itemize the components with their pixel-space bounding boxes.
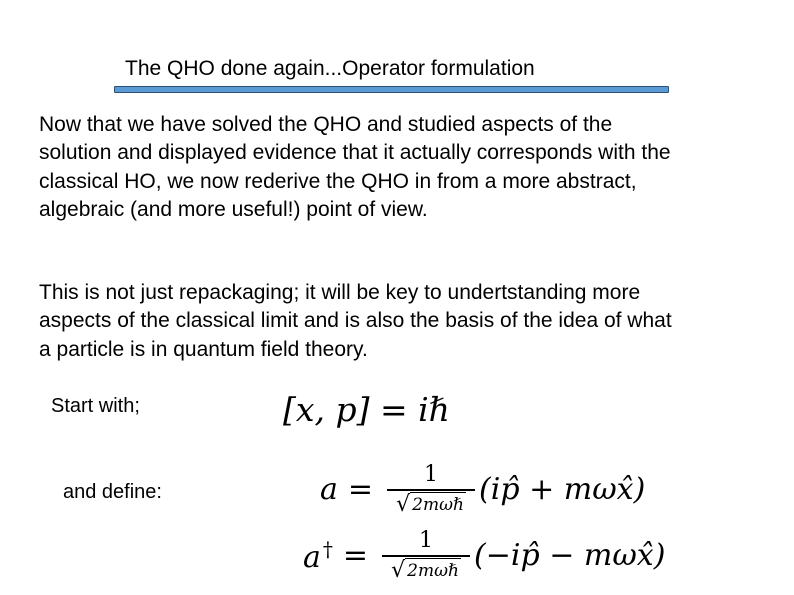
commutator-equation <box>283 388 450 432</box>
start-with-label: Start with; <box>51 395 140 417</box>
sqrt-symbol: √ <box>391 557 406 583</box>
raising-operator-symbol <box>303 537 333 575</box>
intro-paragraph: Now that we have solved the QHO and studied aspects of the solution and displayed evidence that it actually corresponds with the classical HO, we now rederive the QHO in from a more abstract, algebraic (and more useful!) point of view. <box>39 113 671 222</box>
equals-sign: = <box>347 472 374 507</box>
motivation-paragraph: This is not just repackaging; it will be key to undertstanding more aspects of the classical limit and is also the basis of the idea of what a particle is in quantum field theory. <box>39 281 672 361</box>
fraction-bar <box>387 489 475 491</box>
radicand: 2mωℏ <box>405 558 461 583</box>
sqrt-symbol: √ <box>396 491 411 517</box>
and-define-label: and define: <box>63 481 162 503</box>
fraction-numerator: 1 <box>419 528 434 553</box>
raising-operator-letter: a <box>303 539 321 575</box>
lowering-operator-symbol: a <box>320 472 338 507</box>
commutator-rhs: iℏ <box>418 390 450 429</box>
fraction-denominator <box>391 558 461 583</box>
radicand: 2mωℏ <box>410 492 466 517</box>
normalization-fraction <box>387 462 475 517</box>
dagger-symbol: † <box>322 536 333 561</box>
raising-operator-rhs: (−ip̂ − mωx̂) <box>474 538 666 573</box>
slide-title: The QHO done again...Operator formulation <box>125 57 535 80</box>
lowering-operator-equation <box>320 462 645 517</box>
commutator-lhs: [x, p] <box>283 390 370 429</box>
fraction-bar <box>382 555 470 557</box>
title-underline-bar <box>114 86 669 93</box>
raising-operator-equation <box>303 528 665 583</box>
equals-sign: = <box>342 538 369 573</box>
fraction-numerator: 1 <box>424 462 439 487</box>
commutator-equals: = <box>379 390 408 429</box>
normalization-fraction <box>382 528 470 583</box>
fraction-denominator <box>396 492 466 517</box>
lowering-operator-rhs: (ip̂ + mωx̂) <box>479 472 646 507</box>
